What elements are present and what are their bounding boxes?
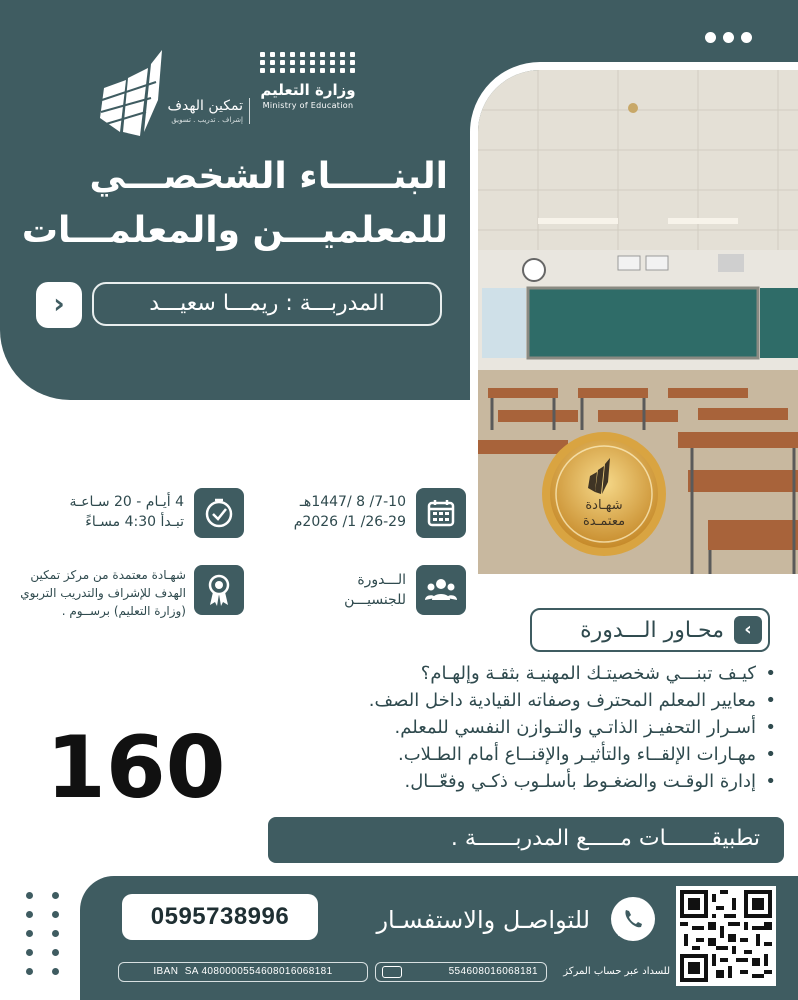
decorative-dots <box>26 892 60 975</box>
iban-number: SA 4080000554608016068181 <box>184 966 333 977</box>
account-number: 554608016068181 <box>448 966 538 977</box>
course-price: 160 <box>46 718 226 818</box>
list-item: • إدارة الوقـت والضغـوط بأسلـوب ذكـي وفعّــال. <box>250 768 778 795</box>
iban-box[interactable] <box>118 962 368 982</box>
account-box[interactable] <box>375 962 547 982</box>
center-tagline: إشراف . تدريب . تسويق <box>171 116 243 124</box>
certificate-line-3: (وزارة التعليم) برســوم . <box>61 604 186 618</box>
chevron-right-button[interactable]: › <box>36 282 82 328</box>
ministry-name-en: Ministry of Education <box>262 101 354 110</box>
award-ribbon-icon <box>194 565 244 615</box>
payment-note: للسداد عبر حساب المركز <box>563 966 670 977</box>
ministry-logo <box>256 52 360 110</box>
seal-text <box>560 498 648 530</box>
contact-label: للتواصـل والاستفسـار <box>376 906 590 934</box>
qr-code[interactable] <box>676 886 776 986</box>
list-item: • مهـارات الإلقــاء والتأثيـر والإقنــاع أمام الطـلاب. <box>250 741 778 768</box>
audience-line-2: للجنسيـــن <box>344 592 406 608</box>
bank-card-icon <box>382 966 402 978</box>
certificate-line-2: الهدف للإشراف والتدريب التربوي <box>20 586 186 600</box>
title-line-2: للمعلميـــن والمعلمـــات <box>21 210 448 251</box>
calendar-icon <box>416 488 466 538</box>
seal-line-2: معتمـدة <box>582 514 626 529</box>
course-audience <box>250 570 406 610</box>
course-title <box>20 150 448 258</box>
course-duration <box>20 492 184 532</box>
clock-check-icon <box>194 488 244 538</box>
chevron-right-icon: › <box>734 616 762 644</box>
audience-line-1: الـــدورة <box>357 572 406 588</box>
seal-line-1: شهـادة <box>585 498 623 513</box>
course-axes-header <box>530 608 770 652</box>
applications-banner: تطبيقـــــــات مـــــع المدربــــــة . <box>268 817 784 863</box>
date-gregorian: 26-29/ 1/ 2026م <box>293 514 406 530</box>
center-name: تمكين الهدف <box>167 98 243 114</box>
list-item: • أسـرار التحفيـز الذاتـي والتـوازن النفسي للمعلم. <box>250 714 778 741</box>
ministry-name-ar: وزارة التعليم <box>260 81 356 99</box>
trainer-name: المدربـــة : ريمـــا سعيـــد <box>92 282 442 326</box>
duration-days-hours: 4 أيـام - 20 سـاعـة <box>69 494 184 510</box>
iban-label: IBAN <box>153 966 179 977</box>
title-line-1: البنـــــاء الشخصـــي <box>89 156 448 197</box>
certificate-line-1: شهـادة معتمدة من مركز تمكين <box>30 568 186 582</box>
certified-seal-icon <box>540 430 668 558</box>
certificate-info <box>10 566 186 620</box>
course-dates <box>250 492 406 532</box>
start-time: تبـدأ 4:30 مسـاءً <box>85 514 184 530</box>
tamkeen-logo-icon <box>96 40 246 140</box>
tamkeen-wordmark <box>150 98 250 124</box>
course-axes-list <box>250 660 778 795</box>
phone-number[interactable]: 0595738996 <box>122 894 318 940</box>
more-dots-icon <box>705 32 752 43</box>
axes-header-label: محـاور الـــدورة <box>580 617 724 643</box>
whatsapp-icon[interactable] <box>608 894 658 944</box>
list-item: • كيـف تبنـــي شخصيتـك المهنيـة بثقـة وإلهـام؟ <box>250 660 778 687</box>
list-item: • معايير المعلم المحترف وصفاته القيادية داخل الصف. <box>250 687 778 714</box>
group-icon <box>416 565 466 615</box>
date-hijri: 7-10/ 8 /1447هـ <box>299 494 406 510</box>
